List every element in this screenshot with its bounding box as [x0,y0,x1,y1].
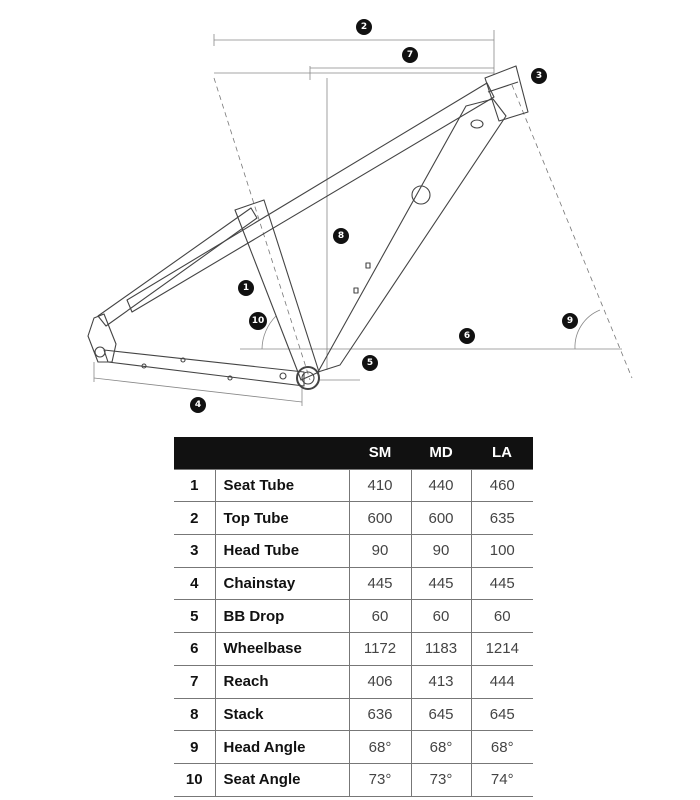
value-md: 90 [411,535,471,568]
head-angle-arc [575,310,600,349]
value-sm: 90 [349,535,411,568]
value-sm: 600 [349,502,411,535]
row-label: Seat Tube [215,469,349,502]
row-label: Wheelbase [215,633,349,666]
axis-dashed-lines [214,78,632,380]
value-la: 74° [471,763,533,796]
marker-1-label: 1 [242,283,250,293]
value-md: 440 [411,469,471,502]
table-row [174,567,533,600]
row-label: Chainstay [215,567,349,600]
table-row [174,600,533,633]
marker-5-label: 5 [366,358,374,368]
header-size-md: MD [429,444,453,462]
value-la: 444 [471,665,533,698]
table-row [174,633,533,666]
marker-5 [362,355,378,371]
table-row [174,763,533,796]
row-number: 5 [174,600,215,633]
marker-8 [333,228,349,244]
marker-2-label: 2 [360,22,368,32]
value-la: 445 [471,567,533,600]
marker-10 [249,312,267,330]
header-num [174,437,215,469]
value-sm: 410 [349,469,411,502]
marker-6 [459,328,475,344]
header-size-sm: SM [368,444,392,462]
table-row [174,731,533,764]
row-number: 6 [174,633,215,666]
value-la: 635 [471,502,533,535]
value-md: 445 [411,567,471,600]
row-number: 2 [174,502,215,535]
value-md: 73° [411,763,471,796]
value-md: 60 [411,600,471,633]
value-sm: 406 [349,665,411,698]
value-la: 100 [471,535,533,568]
marker-7-label: 7 [406,50,414,60]
marker-3-label: 3 [535,71,543,81]
marker-4-label: 4 [194,400,202,410]
row-number: 3 [174,535,215,568]
row-label: Top Tube [215,502,349,535]
value-md: 413 [411,665,471,698]
row-label: Head Tube [215,535,349,568]
marker-10-label: 10 [251,316,265,326]
marker-4 [190,397,206,413]
value-la: 1214 [471,633,533,666]
row-number: 4 [174,567,215,600]
marker-2 [356,19,372,35]
table-row [174,502,533,535]
marker-9 [562,313,578,329]
row-label: Head Angle [215,731,349,764]
header-size-la: LA [492,444,512,462]
geometry-table [174,437,533,797]
value-sm: 1172 [349,633,411,666]
row-number: 1 [174,469,215,502]
value-sm: 73° [349,763,411,796]
marker-3 [531,68,547,84]
marker-7 [402,47,418,63]
row-number: 8 [174,698,215,731]
value-md: 1183 [411,633,471,666]
marker-8-label: 8 [337,231,345,241]
marker-9-label: 9 [566,316,574,326]
row-number: 9 [174,731,215,764]
marker-6-label: 6 [463,331,471,341]
row-label: Seat Angle [215,763,349,796]
value-sm: 60 [349,600,411,633]
value-la: 60 [471,600,533,633]
marker-1 [238,280,254,296]
value-sm: 636 [349,698,411,731]
value-md: 600 [411,502,471,535]
table-header-row [174,437,533,469]
value-la: 68° [471,731,533,764]
row-number: 10 [174,763,215,796]
row-label: Reach [215,665,349,698]
value-md: 645 [411,698,471,731]
dimension-lines [94,30,622,406]
row-label: Stack [215,698,349,731]
value-la: 645 [471,698,533,731]
row-label: BB Drop [215,600,349,633]
value-sm: 445 [349,567,411,600]
table-row [174,665,533,698]
table-row [174,469,533,502]
header-label [215,437,349,469]
value-sm: 68° [349,731,411,764]
row-number: 7 [174,665,215,698]
table-row [174,535,533,568]
value-la: 460 [471,469,533,502]
value-md: 68° [411,731,471,764]
table-row [174,698,533,731]
